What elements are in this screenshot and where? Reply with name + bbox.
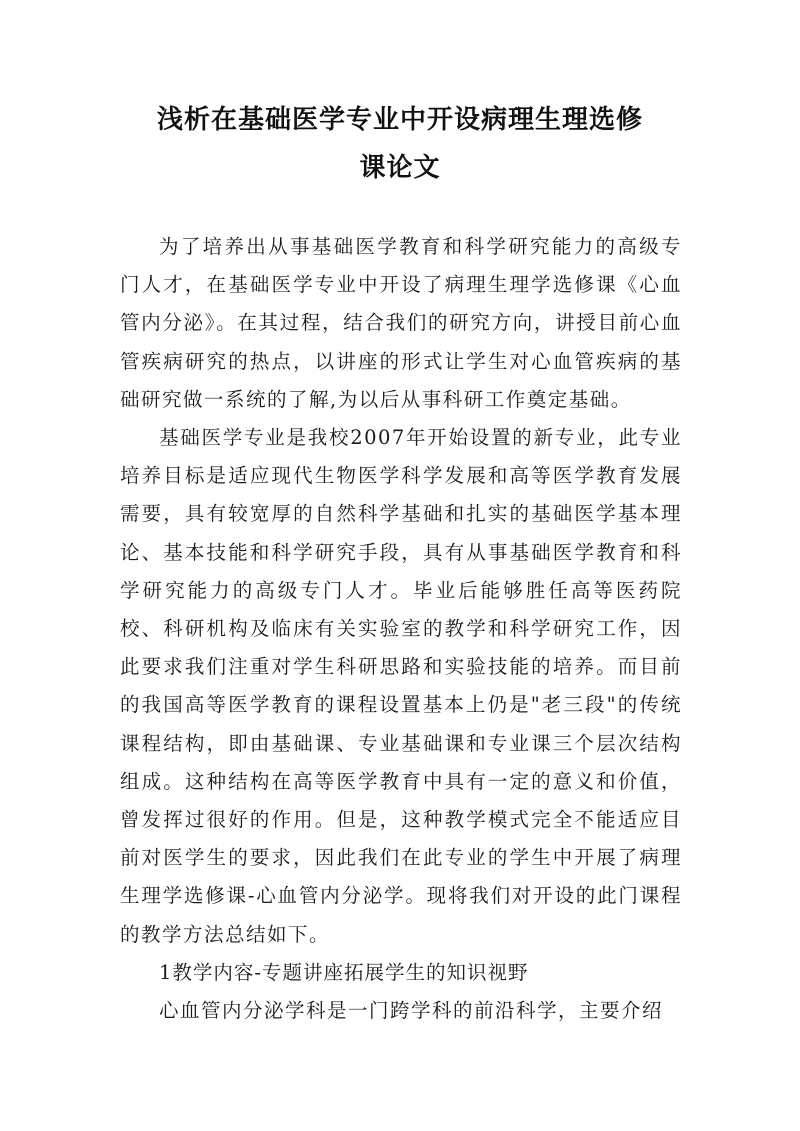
title-line-1: 浅析在基础医学专业中开设病理生理选修 (156, 105, 643, 135)
document-title (100, 96, 700, 192)
paragraph-1: 为了培养出从事基础医学教育和科学研究能力的高级专门人才，在基础医学专业中开设了病理生理学选修课《心血管内分泌》。在其过程，结合我们的研究方向，讲授目前心血管疾病研究的热点，以讲座的形式让学生对心血管疾病的基础研究做一系统的了解,为以后从事科研工作奠定基础。 (120, 235, 682, 411)
section-heading: 1教学内容-专题讲座拓展学生的知识视野 (159, 960, 529, 984)
paragraph-3: 心血管内分泌学科是一门跨学科的前沿科学，主要介绍 (159, 999, 664, 1023)
document-body (120, 228, 682, 1030)
title-line-2: 课论文 (359, 153, 441, 183)
paragraph-2: 基础医学专业是我校2007年开始设置的新专业，此专业培养目标是适应现代生物医学科学发展和高等医学教育发展需要，具有较宽厚的自然科学基础和扎实的基础医学基本理论、基本技能和科学研究手段，具有从事基础医学教育和科学研究能力的高级专门人才。毕业后能够胜任高等医药院校、科研机构及临床有关实验室的教学和科学研究工作，因此要求我们注重对学生科研思路和实验技能的培养。而目前的我国高等医学教育的课程设置基本上仍是"老三段"的传统课程结构，即由基础课、专业基础课和专业课三个层次结构组成。这种结构在高等医学教育中具有一定的意义和价值，曾发挥过很好的作用。但是，这种教学模式完全不能适应目前对医学生的要求，因此我们在此专业的学生中开展了病理生理学选修课-心血管内分泌学。现将我们对开设的此门课程的教学方法总结如下。 (120, 426, 682, 946)
